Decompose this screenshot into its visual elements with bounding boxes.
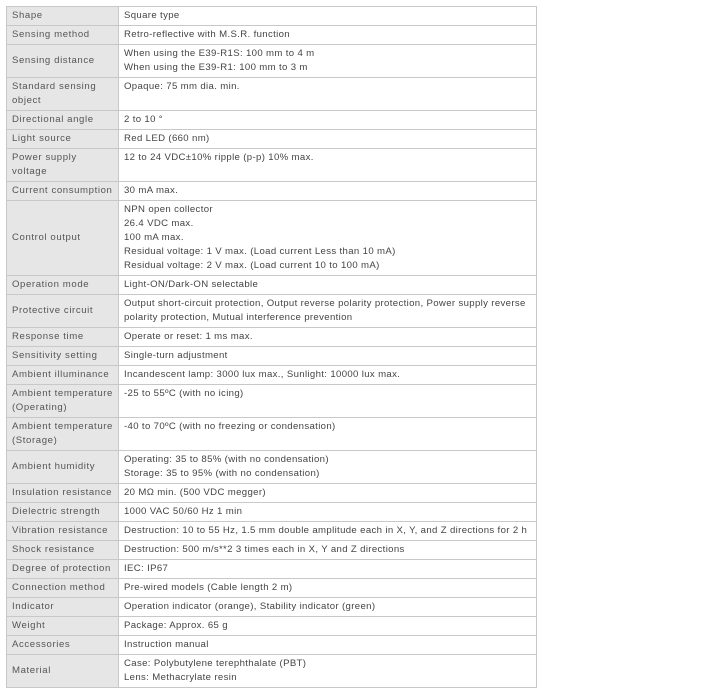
spec-label: Sensing method bbox=[7, 26, 119, 45]
spec-label: Light source bbox=[7, 130, 119, 149]
spec-label: Protective circuit bbox=[7, 295, 119, 328]
spec-value-line: 2 to 10 ° bbox=[124, 114, 163, 125]
spec-label: Accessories bbox=[7, 636, 119, 655]
spec-value-line: When using the E39-R1S: 100 mm to 4 m bbox=[124, 48, 315, 59]
spec-row bbox=[7, 598, 537, 617]
spec-value-line: Square type bbox=[124, 10, 180, 21]
spec-value bbox=[119, 295, 537, 328]
spec-row bbox=[7, 522, 537, 541]
spec-value-line: Case: Polybutylene terephthalate (PBT) bbox=[124, 658, 307, 669]
spec-row bbox=[7, 560, 537, 579]
spec-row bbox=[7, 130, 537, 149]
spec-value-line: Single-turn adjustment bbox=[124, 350, 228, 361]
spec-value-line: Residual voltage: 2 V max. (Load current 10 to 100 mA) bbox=[124, 260, 380, 271]
spec-row bbox=[7, 636, 537, 655]
spec-value-line: 20 MΩ min. (500 VDC megger) bbox=[124, 487, 266, 498]
spec-value bbox=[119, 541, 537, 560]
spec-label: Sensitivity setting bbox=[7, 347, 119, 366]
spec-label: Ambient illuminance bbox=[7, 366, 119, 385]
spec-label: Weight bbox=[7, 617, 119, 636]
spec-label: Dielectric strength bbox=[7, 503, 119, 522]
spec-row bbox=[7, 579, 537, 598]
spec-value bbox=[119, 366, 537, 385]
spec-label: Ambient humidity bbox=[7, 451, 119, 484]
spec-value-line: 100 mA max. bbox=[124, 232, 184, 243]
spec-value-line: -40 to 70ºC (with no freezing or condensation) bbox=[124, 421, 336, 432]
specifications-table-body bbox=[7, 7, 537, 688]
spec-value-line: Storage: 35 to 95% (with no condensation) bbox=[124, 468, 320, 479]
spec-value bbox=[119, 276, 537, 295]
spec-value-line: Retro-reflective with M.S.R. function bbox=[124, 29, 290, 40]
spec-row bbox=[7, 328, 537, 347]
spec-value-line: Destruction: 500 m/s**2 3 times each in X, Y and Z directions bbox=[124, 544, 405, 555]
spec-value-line: Operate or reset: 1 ms max. bbox=[124, 331, 253, 342]
spec-row bbox=[7, 201, 537, 276]
spec-row bbox=[7, 149, 537, 182]
spec-value bbox=[119, 78, 537, 111]
spec-row bbox=[7, 347, 537, 366]
spec-label: Shock resistance bbox=[7, 541, 119, 560]
spec-row bbox=[7, 111, 537, 130]
spec-value-line: Incandescent lamp: 3000 lux max., Sunlight: 10000 lux max. bbox=[124, 369, 401, 380]
spec-row bbox=[7, 7, 537, 26]
spec-row bbox=[7, 503, 537, 522]
spec-label: Ambient temperature (Storage) bbox=[7, 418, 119, 451]
spec-row bbox=[7, 617, 537, 636]
spec-value bbox=[119, 7, 537, 26]
spec-value-line: Lens: Methacrylate resin bbox=[124, 672, 237, 683]
spec-row bbox=[7, 45, 537, 78]
spec-value-line: Output short-circuit protection, Output reverse polarity protection, Power supply reverse polarity protection, Mutual interference prevention bbox=[124, 298, 526, 323]
spec-value bbox=[119, 636, 537, 655]
spec-value bbox=[119, 655, 537, 688]
spec-label: Insulation resistance bbox=[7, 484, 119, 503]
spec-row bbox=[7, 366, 537, 385]
spec-value bbox=[119, 451, 537, 484]
spec-value bbox=[119, 503, 537, 522]
spec-label: Ambient temperature (Operating) bbox=[7, 385, 119, 418]
spec-value bbox=[119, 201, 537, 276]
spec-value bbox=[119, 484, 537, 503]
spec-label: Control output bbox=[7, 201, 119, 276]
spec-value bbox=[119, 45, 537, 78]
spec-label: Sensing distance bbox=[7, 45, 119, 78]
spec-value bbox=[119, 347, 537, 366]
spec-value bbox=[119, 385, 537, 418]
spec-value-line: 30 mA max. bbox=[124, 185, 179, 196]
spec-label: Directional angle bbox=[7, 111, 119, 130]
spec-value-line: Pre-wired models (Cable length 2 m) bbox=[124, 582, 293, 593]
spec-label: Operation mode bbox=[7, 276, 119, 295]
spec-row bbox=[7, 182, 537, 201]
spec-value-line: Instruction manual bbox=[124, 639, 209, 650]
spec-value-line: 26.4 VDC max. bbox=[124, 218, 194, 229]
spec-label: Vibration resistance bbox=[7, 522, 119, 541]
spec-value-line: Operating: 35 to 85% (with no condensation) bbox=[124, 454, 329, 465]
spec-label: Shape bbox=[7, 7, 119, 26]
spec-row bbox=[7, 484, 537, 503]
spec-label: Connection method bbox=[7, 579, 119, 598]
spec-row bbox=[7, 78, 537, 111]
spec-value bbox=[119, 111, 537, 130]
spec-value bbox=[119, 182, 537, 201]
spec-row bbox=[7, 541, 537, 560]
spec-label: Indicator bbox=[7, 598, 119, 617]
spec-value-line: Red LED (660 nm) bbox=[124, 133, 210, 144]
spec-value bbox=[119, 522, 537, 541]
spec-value bbox=[119, 418, 537, 451]
spec-value-line: Operation indicator (orange), Stability indicator (green) bbox=[124, 601, 376, 612]
spec-label: Response time bbox=[7, 328, 119, 347]
spec-value bbox=[119, 26, 537, 45]
spec-value-line: 12 to 24 VDC±10% ripple (p-p) 10% max. bbox=[124, 152, 314, 163]
spec-value bbox=[119, 598, 537, 617]
spec-value-line: IEC: IP67 bbox=[124, 563, 169, 574]
spec-value-line: Destruction: 10 to 55 Hz, 1.5 mm double amplitude each in X, Y, and Z directions for 2 h bbox=[124, 525, 528, 536]
spec-label: Current consumption bbox=[7, 182, 119, 201]
spec-value-line: Opaque: 75 mm dia. min. bbox=[124, 81, 240, 92]
spec-value bbox=[119, 579, 537, 598]
spec-row bbox=[7, 276, 537, 295]
spec-label: Standard sensing object bbox=[7, 78, 119, 111]
spec-value bbox=[119, 617, 537, 636]
spec-value bbox=[119, 328, 537, 347]
spec-row bbox=[7, 26, 537, 45]
spec-value bbox=[119, 560, 537, 579]
spec-row bbox=[7, 295, 537, 328]
spec-value-line: Package: Approx. 65 g bbox=[124, 620, 228, 631]
spec-value-line: Residual voltage: 1 V max. (Load current Less than 10 mA) bbox=[124, 246, 396, 257]
spec-value-line: -25 to 55ºC (with no icing) bbox=[124, 388, 244, 399]
spec-value-line: 1000 VAC 50/60 Hz 1 min bbox=[124, 506, 243, 517]
spec-value-line: When using the E39-R1: 100 mm to 3 m bbox=[124, 62, 308, 73]
spec-row bbox=[7, 418, 537, 451]
spec-value bbox=[119, 149, 537, 182]
spec-label: Power supply voltage bbox=[7, 149, 119, 182]
specifications-table bbox=[6, 6, 537, 688]
spec-row bbox=[7, 385, 537, 418]
spec-label: Material bbox=[7, 655, 119, 688]
spec-label: Degree of protection bbox=[7, 560, 119, 579]
spec-value-line: NPN open collector bbox=[124, 204, 213, 215]
spec-row bbox=[7, 655, 537, 688]
spec-row bbox=[7, 451, 537, 484]
spec-value bbox=[119, 130, 537, 149]
spec-value-line: Light-ON/Dark-ON selectable bbox=[124, 279, 259, 290]
